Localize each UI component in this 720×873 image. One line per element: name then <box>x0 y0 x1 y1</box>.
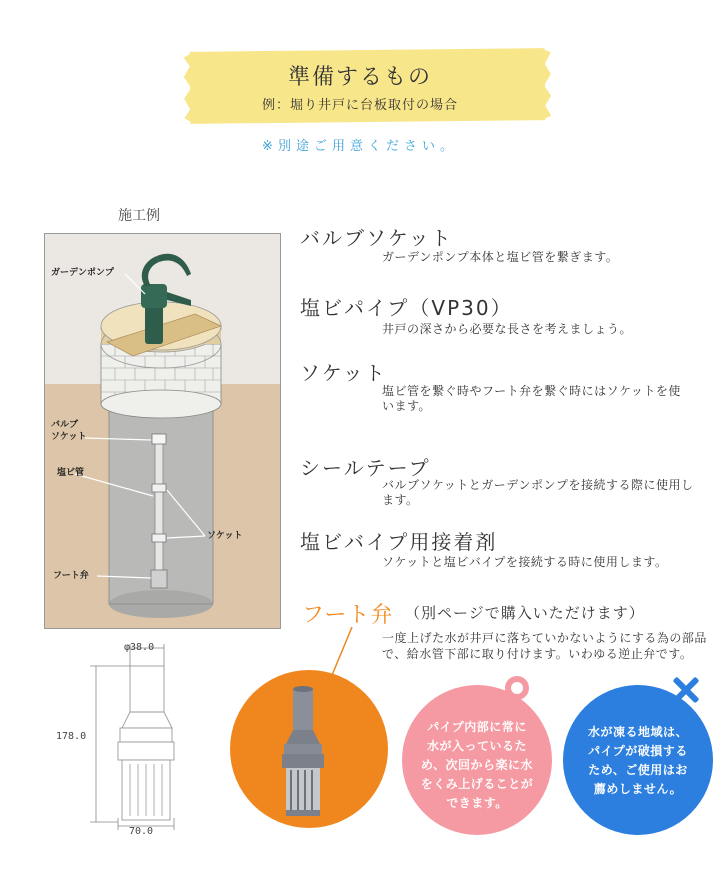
caution-circle <box>563 685 713 835</box>
merit-line-1: パイプ内部に常に <box>427 720 527 734</box>
callout-pvc-pipe: 塩ビ管 <box>57 468 85 478</box>
construction-example-label: 施工例 <box>118 208 160 224</box>
merit-line-3: め、次回から楽に水 <box>420 758 534 772</box>
callout-valve-socket-line2: ソケット <box>51 432 87 442</box>
foot-valve-title: フート弁 <box>302 603 394 628</box>
page-subtitle: 例：堀り井戸に台板取付の場合 <box>261 98 458 113</box>
item-desc-socket: 塩ビ管を繋ぐ時やフート弁を繋ぐ時にはソケットを使います。 <box>382 384 681 413</box>
merit-circle <box>402 685 552 835</box>
caution-line-3: ため、ご使用はお <box>588 763 688 777</box>
foot-valve-purchase-note: （別ページで購入いただけます） <box>405 604 645 622</box>
caution-line-4: 薦めしません。 <box>593 782 683 796</box>
callout-valve-socket-line1: バルブ <box>51 420 79 430</box>
merit-line-5: できます。 <box>446 796 508 810</box>
caution-line-1: 水が凍る地域は、 <box>587 725 688 739</box>
item-desc-valve-socket: ガーデンポンプ本体と塩ビ管を繋ぎます。 <box>382 250 619 264</box>
callout-socket: ソケット <box>207 531 243 541</box>
item-title-valve-socket: バルブソケット <box>300 226 453 250</box>
foot-valve-image <box>230 670 388 828</box>
item-desc-seal-tape: バルブソケットとガーデンポンプを接続する際に使用します。 <box>382 478 694 507</box>
foot-valve-description: 一度上げた水が井戸に落ちていかないようにする為の部品で、給水管下部に取り付けます。いわゆる逆止弁です。 <box>382 631 707 661</box>
foot-valve-photo-circle <box>230 670 388 828</box>
cross-icon <box>672 676 700 704</box>
separate-purchase-note: ※別途ご用意ください。 <box>262 139 458 154</box>
dimension-width: 70.0 <box>129 826 154 837</box>
item-title-adhesive: 塩ビバイプ用接着剤 <box>300 530 498 554</box>
item-title-socket: ソケット <box>300 361 387 385</box>
item-title-seal-tape: シールテープ <box>300 456 431 480</box>
page-title: 準備するもの <box>287 65 432 90</box>
item-title-pvc-pipe: 塩ビパイプ（VP30） <box>300 296 513 320</box>
item-desc-adhesive: ソケットと塩ビバイプを接続する時に使用します。 <box>382 555 668 569</box>
merit-line-4: をくみ上げることが <box>420 777 534 791</box>
callout-foot-valve: フート弁 <box>53 571 89 581</box>
callout-garden-pump: ガーデンポンプ <box>51 268 114 278</box>
caution-line-2: パイプが破損する <box>588 744 688 758</box>
item-desc-pvc-pipe: 井戸の深さから必要な長さを考えましょう。 <box>382 322 633 336</box>
dimension-height: 178.0 <box>56 731 87 742</box>
merit-line-2: 水が入っているた <box>426 739 527 753</box>
well-diagram <box>44 233 281 629</box>
dimension-diameter: φ38.0 <box>124 642 155 653</box>
circle-ok-icon <box>505 676 529 700</box>
